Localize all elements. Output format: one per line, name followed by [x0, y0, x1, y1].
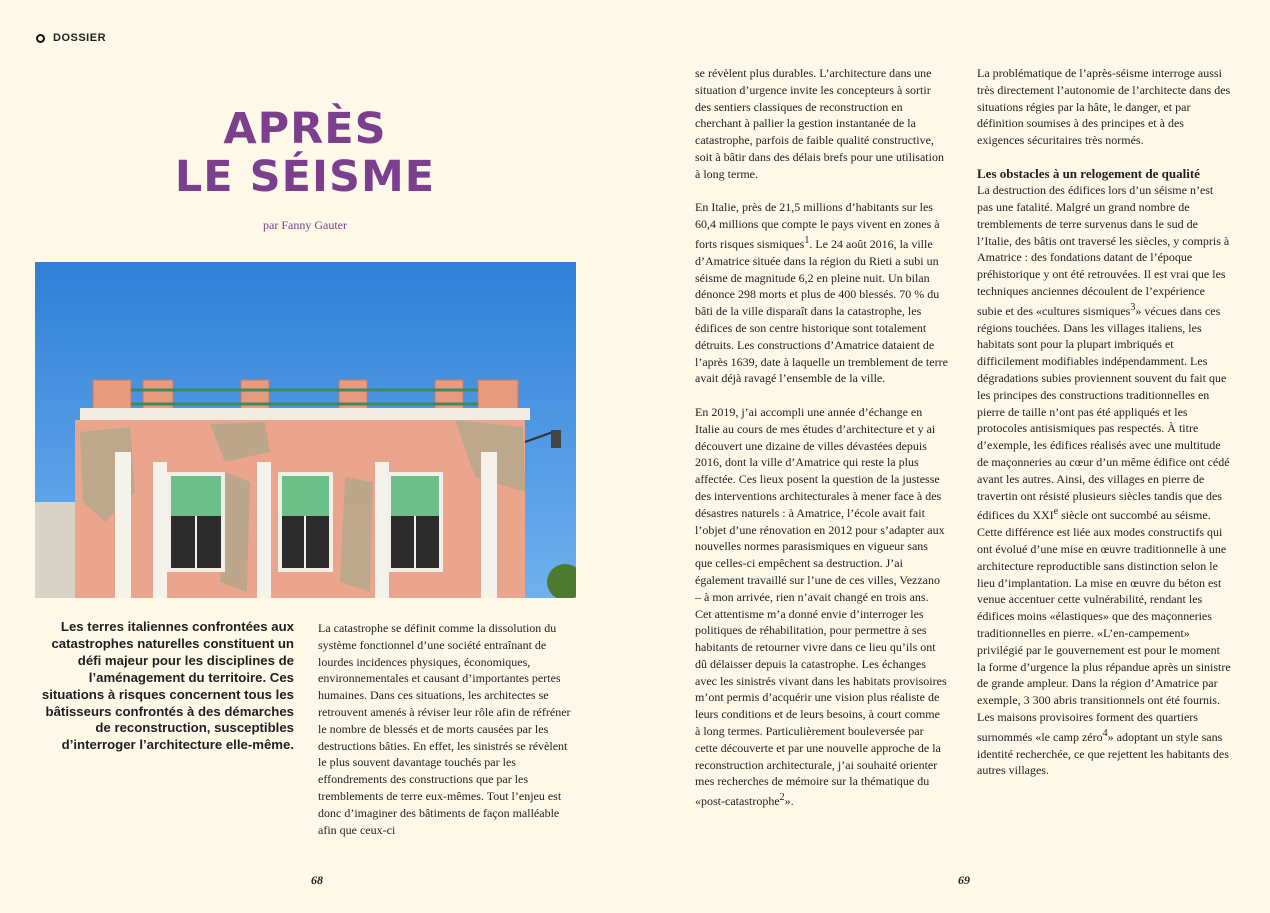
section-tag — [36, 32, 106, 44]
byline: par Fanny Gauter — [263, 218, 347, 232]
paragraph: La problématique de l’après-séisme interroge aussi très directement l’autonomie de l’architecte dans des situations régies par la hâte, le danger, et par définition soumises à des principes et à des exigences sécuritaires très normés. — [977, 66, 1231, 148]
article-title — [150, 105, 460, 201]
footnote-ref: 4 — [1102, 727, 1108, 739]
photo-damaged-building — [35, 262, 576, 598]
column-1 — [318, 620, 576, 855]
section-label: DOSSIER — [53, 32, 107, 44]
title-line-1: APRÈS — [223, 104, 387, 154]
page-number-left: 68 — [311, 873, 323, 887]
subheading: Les obstacles à un relogement de qualité — [977, 165, 1200, 181]
superscript: e — [1053, 506, 1059, 518]
paragraph: La catastrophe se définit comme la dissolution du système fonctionnel d’une société entraînant de lourdes incidences physiques, économiques, environnementales et causant d’importantes pertes humaines. Dans ces situations, les architectes se retrouvent amenés à réviser leur rôle afin de réfréner le nombre de blessés et de morts causées par les destructions bâties. En effet, les sinistrés se révèlent le plus souvent davantage touchés par les effondrements des constructions que par les tremblements de terre eux-mêmes. Tout l’enjeu est donc d’imaginer des bâtiments de façon malléable afin que ceux-ci — [318, 621, 571, 837]
column-3 — [977, 65, 1231, 796]
footnote-ref: 2 — [779, 792, 785, 804]
paragraph: En 2019, j’ai accompli une année d’échange en Italie au cours de mes études d’architecture et y ai découvert une dizaine de villes dévastées depuis 2016, dont la ville d’Amatrice qui reste la plus affectée. Ces lieux posent la question de la justesse des interventions architecturales à mener face à des désastres naturels : à Amatrice, l’école avait fait l’objet d’une rénovation en 2012 pour s’adapter aux nouvelles normes parasismiques en vigueur sans que celles-ci empêchent sa destruction. J’ai également travaillé sur l’une de ces villes, Vezzano – à mon arrivée, rien n’avait changé en trois ans. Cet attentisme m’a donné envie d’interroger les politiques de réhabilitation, pour permettre à ses habitants de retourner vivre dans ce lieu qu’ils ont dû délaisser depuis la catastrophe. Les échanges avec les sinistrés vivant dans les habitats provisoires m’ont permis d’acquérir une vision plus réaliste de leurs conditions et de leurs besoins, à court comme à long termes. Particulièrement bouleversée par cette découverte et par une nouvelle approche de la reconstruction architecturale, j’ai souhaité orienter mes recherches de mémoire sur la thématique du «post-catastrophe$^2$». — [695, 404, 947, 809]
column-2 — [695, 65, 948, 827]
lede-paragraph: Les terres italiennes confrontées aux catastrophes naturelles constituent un défi majeur pour les disciplines de l’aménagement du territoire. Ces situations à risques concernent tous les bâtisseurs confrontés à des démarches de reconstruction, susceptibles d’interroger l’architecture elle-même. — [41, 619, 294, 753]
paragraph: La destruction des édifices lors d’un séisme n’est pas une fatalité. Malgré un grand nombre de tremblements de terre survenus dans le sud de l’Italie, des bâtis ont traversé les siècles, y compris à Amatrice : des fondations datant de l’époque préhistorique y ont été retrouvées. Il est vrai que les techniques anciennes découlent de l’expérience subie et des «cultures sismiques$^3$» vécues dans ces régions touchées. Dans les villages italiens, les habitats sont pour la plupart imbriqués et difficilement modifiables indépendamment. Les dégradations subies proviennent souvent du fait que les principes des constructions traditionnelles en pierre de taille n’ont pas été appliqués et les protocoles antisismiques pas respectés. À titre d’exemple, les édifices réalisés avec une multitude de maçonneries au cœur d’un même édifice ont cédé avant les autres. Ainsi, des villages en pierre de travertin ont résisté plusieurs siècles tandis que des édifices du XXIe siècle ont succombé au séisme. Cette différence est liée aux modes constructifs qui ont évolué d’une mise en œuvre traditionnelle à une architecture reproductible sans distinction selon le lieu d’implantation. La mise en œuvre du béton est venue accentuer cette vulnérabilité, rendant les édifices moins «élastiques» que des maçonneries traditionnelles en pierre. «L’en-campement» privilégié par le gouvernement est pour le moment la forme d’urgence la plus répandue après un sinistre de grande ampleur. Dans la région d’Amatrice par exemple, 3 300 abris transitionnels ont été fournis. Les maisons provisoires forment des quartiers surnommés «le camp zéro$^4$» adoptant un style sans identité recherchée, ce que rejettent les habitants des autres villages. — [977, 183, 1231, 778]
paragraph: En Italie, près de 21,5 millions d’habitants sur les 60,4 millions que compte le pays vivent en zones à forts risques sismiques$^1$. Le 24 août 2016, la ville d’Amatrice située dans la région du Rieti a subi un séisme de magnitude 6,2 en pleine nuit. Un bilan dénonce 298 morts et plus de 400 blessés. 70 % du bâti de la ville disparaît dans la catastrophe, les édifices de son centre historique sont totalement détruits. Les constructions d’Amatrice dataient de l’après 1639, date à laquelle un tremblement de terre avait déjà ravagé l’ensemble de la ville. — [695, 200, 948, 386]
footnote-ref: 1 — [804, 234, 810, 246]
footnote-ref: 3 — [1130, 301, 1136, 313]
bullet-icon — [36, 34, 45, 43]
page-number-right: 69 — [958, 873, 970, 887]
title-line-2: LE SÉISME — [174, 152, 436, 202]
paragraph: se révèlent plus durables. L’architecture dans une situation d’urgence invite les concepteurs à sortir des sentiers classiques de reconstruction en cherchant à pallier la gestion instantanée de la catastrophe, parfois de faible qualité constructive, soit à bâtir dans des délais brefs pour une utilisation à long terme. — [695, 66, 944, 181]
building-illustration — [35, 262, 576, 598]
